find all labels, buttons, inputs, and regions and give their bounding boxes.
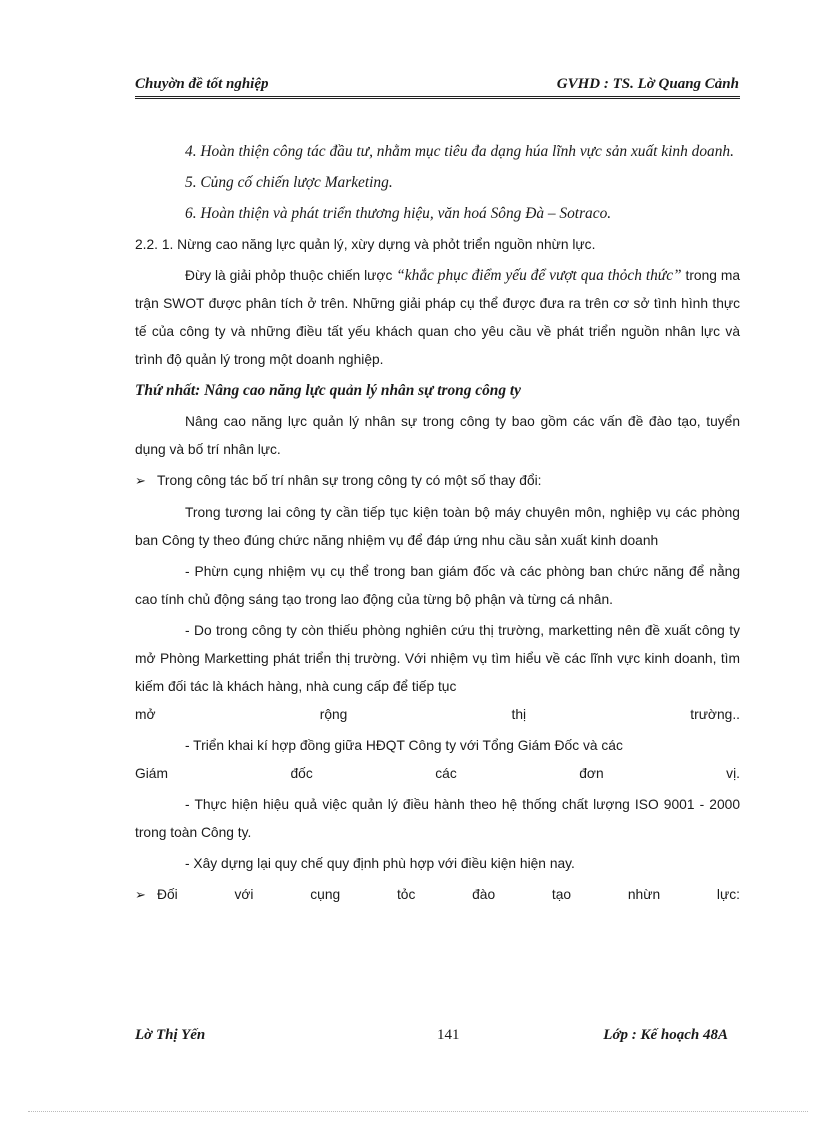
word: tỏc bbox=[396, 887, 416, 902]
intro-before: Đừy là giải phỏp thuộc chiến lược bbox=[185, 268, 397, 283]
dash-item-contract-last-line bbox=[135, 760, 740, 788]
word: với bbox=[234, 887, 254, 902]
first-paragraph: Nâng cao năng lực quản lý nhân sự trong công ty bao gồm các vấn đề đào tạo, tuyển dụng và bố trí nhân lực. bbox=[135, 414, 740, 457]
header-rule bbox=[135, 96, 740, 97]
body-content bbox=[135, 138, 740, 913]
bullet-training-text bbox=[157, 881, 740, 909]
arrow-bullet-icon: ➢ bbox=[135, 474, 146, 489]
dash-item-marketing: - Do trong công ty còn thiếu phòng nghiên cứu thị trường, marketting nên đề xuất công ty mở Phòng Marketting phát triển thị trường. Với nhiệm vụ tìm hiểu về các lĩnh vực kinh doanh, tìm kiếm đối tác là khách hàng, nhà cung cấp để tiếp tục bbox=[135, 623, 740, 694]
arrow-bullet-icon: ➢ bbox=[135, 888, 146, 903]
page-number: 141 bbox=[437, 1027, 460, 1043]
word: cụng bbox=[310, 887, 341, 902]
word: Giám bbox=[135, 766, 168, 781]
word: đào bbox=[472, 887, 496, 902]
word: nhừn bbox=[627, 887, 661, 902]
word: trường.. bbox=[690, 707, 740, 722]
footer-class: Lớp : Kế hoạch 48A bbox=[603, 1027, 728, 1043]
word: mở bbox=[135, 707, 156, 722]
word: thị bbox=[511, 707, 527, 722]
list-item-6: 6. Hoàn thiện và phát triển thương hiệu, văn hoá Sông Đà – Sotraco. bbox=[185, 205, 612, 222]
dash-item-regulation: - Xây dựng lại quy chế quy định phù hợp với điều kiện hiện nay. bbox=[185, 856, 575, 871]
intro-quote: “khắc phục điểm yếu để vượt qua thỏch thức” bbox=[396, 267, 682, 284]
footer-author: Lờ Thị Yến bbox=[135, 1027, 206, 1043]
word: rộng bbox=[319, 707, 348, 722]
page-footer bbox=[135, 1027, 740, 1051]
future-paragraph: Trong tương lai công ty cần tiếp tục kiện toàn bộ máy chuyên môn, nghiệp vụ các phòng ban Công ty theo đúng chức năng nhiệm vụ để đáp ứng nhu cầu sản xuất kinh doanh bbox=[135, 505, 740, 548]
intro-paragraph bbox=[135, 262, 740, 374]
word: đơn bbox=[579, 766, 604, 781]
dash-item-contract: - Triển khai kí hợp đồng giữa HĐQT Công ty với Tổng Giám Đốc và các bbox=[185, 738, 623, 753]
word: lực: bbox=[716, 887, 740, 902]
intro-after: trong ma trận SWOT được phân tích ở trên. Những giải pháp cụ thể được đưa ra trên cơ sở tình hình thực tế của công ty và những điều tất yếu khách quan cho yêu cầu về phát triển nguồn nhân lực và trình độ quản lý trong một doanh nghiệp. bbox=[135, 268, 740, 367]
bullet-staffing bbox=[135, 467, 740, 496]
word: đốc bbox=[290, 766, 313, 781]
dash-item-assign: - Phừn cụng nhiệm vụ cụ thể trong ban giám đốc và các phòng ban chức năng để nằng cao tính chủ động sáng tạo trong lao động của từng bộ phận và từng cá nhân. bbox=[135, 564, 740, 607]
bullet-staffing-text: Trong công tác bố trí nhân sự trong công ty có một số thay đổi: bbox=[157, 473, 542, 488]
header-thesis-title: Chuyờn đề tốt nghiệp bbox=[135, 76, 269, 92]
bullet-training bbox=[135, 881, 740, 910]
dash-item-marketing-last-line bbox=[135, 701, 740, 729]
list-item-4: 4. Hoàn thiện công tác đầu tư, nhằm mục tiêu đa dạng húa lĩnh vực sản xuất kinh doanh. bbox=[185, 143, 734, 160]
word: Đối bbox=[157, 887, 178, 902]
word: vị. bbox=[726, 766, 740, 781]
word: các bbox=[435, 766, 457, 781]
section-heading: 2.2. 1. Nừng cao năng lực quản lý, xừy dựng và phỏt triển nguồn nhừn lực. bbox=[135, 237, 596, 252]
word: tạo bbox=[551, 887, 572, 902]
subsection-heading: Thứ nhất: Nâng cao năng lực quản lý nhân sự trong công ty bbox=[135, 382, 521, 399]
dash-item-iso: - Thực hiện hiệu quả việc quản lý điều hành theo hệ thống chất lượng ISO 9001 - 2000 trong toàn Công ty. bbox=[135, 797, 740, 840]
page-bottom-edge bbox=[28, 1111, 808, 1112]
header-rule-double bbox=[135, 98, 740, 99]
header-advisor: GVHD : TS. Lờ Quang Cảnh bbox=[556, 76, 739, 92]
list-item-5: 5. Củng cố chiến lược Marketing. bbox=[185, 174, 393, 191]
